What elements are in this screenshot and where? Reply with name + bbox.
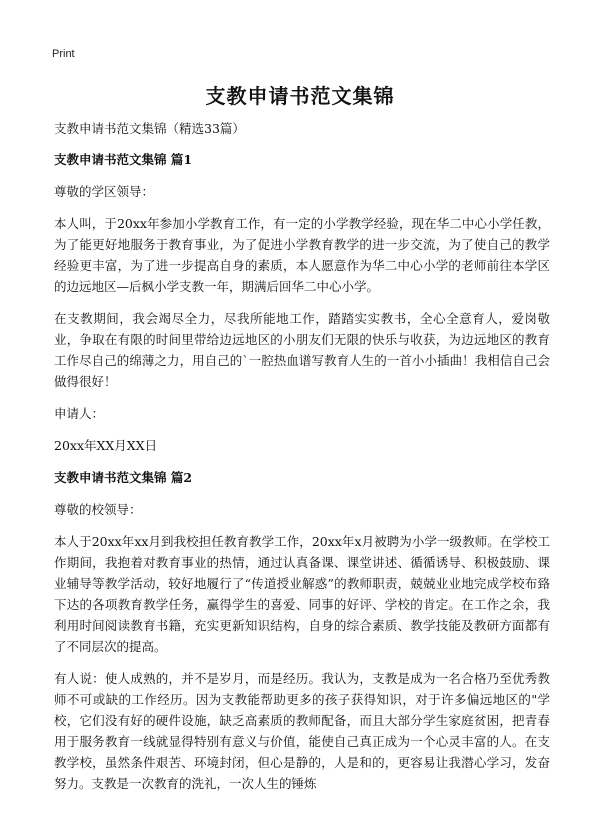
document-body — [54, 118, 550, 805]
section-1 — [54, 149, 550, 456]
signature-line: 申请人： — [54, 406, 105, 421]
paragraph: 本人于20xx年xx月到我校担任教育教学工作，20xx年x月被聘为小学一级教师。在学校工作期间，我抱着对教育事业的热情，通过认真备课、课堂讲述、循循诱导、积极鼓励、课业辅导等教学活动，较好地履行了“传道授业解惑”的教师职责，兢兢业业地完成学校布臵下达的各项教育教学任务，赢得学生的喜爱、同事的好评、学校的肯定。在工作之余，我利用时间阅读教育书籍，充实更新知识结构，自身的综合素质、教学技能及教研方面都有了不同层次的提高。 — [54, 534, 550, 654]
page-title: 支教申请书范文集锦 — [205, 84, 395, 108]
paragraph: 在支教期间，我会竭尽全力，尽我所能地工作，踏踏实实教书，全心全意育人，爱岗敬业，争取在有限的时间里带给边远地区的小朋友们无限的快乐与收获，为边远地区的教育工作尽自己的绵薄之力，用自己的`一腔热血谱写教育人生的一首小小插曲！我相信自己会做得很好！ — [54, 311, 550, 389]
section-2 — [54, 467, 550, 794]
section-heading: 支教申请书范文集锦 篇2 — [54, 470, 193, 485]
greeting: 尊敬的校领导： — [54, 502, 142, 517]
greeting: 尊敬的学区领导： — [54, 184, 155, 199]
document-subtitle: 支教申请书范文集锦（精选33篇） — [54, 121, 245, 136]
paragraph: 本人叫，于20xx年参加小学教育工作，有一定的小学教学经验，现在华二中心小学任教，为了能更好地服务于教育事业，为了促进小学教育教学的进一步交流，为了使自己的教学经验更丰富，为了进一步提高自身的素质，本人愿意作为华二中心小学的老师前往本学区的边远地区—后枫小学支教一年，期满后回华二中心小学。 — [54, 216, 550, 294]
section-heading: 支教申请书范文集锦 篇1 — [54, 152, 193, 167]
paragraph: 有人说：使人成熟的，并不是岁月，而是经历。我认为，支教是成为一名合格乃至优秀教师不可或缺的工作经历。因为支教能帮助更多的孩子获得知识，对于许多偏远地区的"学校，它们没有好的硬件设施，缺乏高素质的教师配备，而且大部分学生家庭贫困，把青春用于服务教育一线就显得特别有意义与价值，能使自己真正成为一个心灵丰富的人。在支教学校，虽然条件艰苦、环境封闭，但心是静的，人是和的，更容易让我潜心学习，发奋努力。支教是一次教育的洗礼，一次人生的锤炼 — [54, 671, 550, 791]
date-line: 20xx年XX月XX日 — [54, 438, 158, 453]
print-label[interactable]: Print — [52, 48, 75, 60]
